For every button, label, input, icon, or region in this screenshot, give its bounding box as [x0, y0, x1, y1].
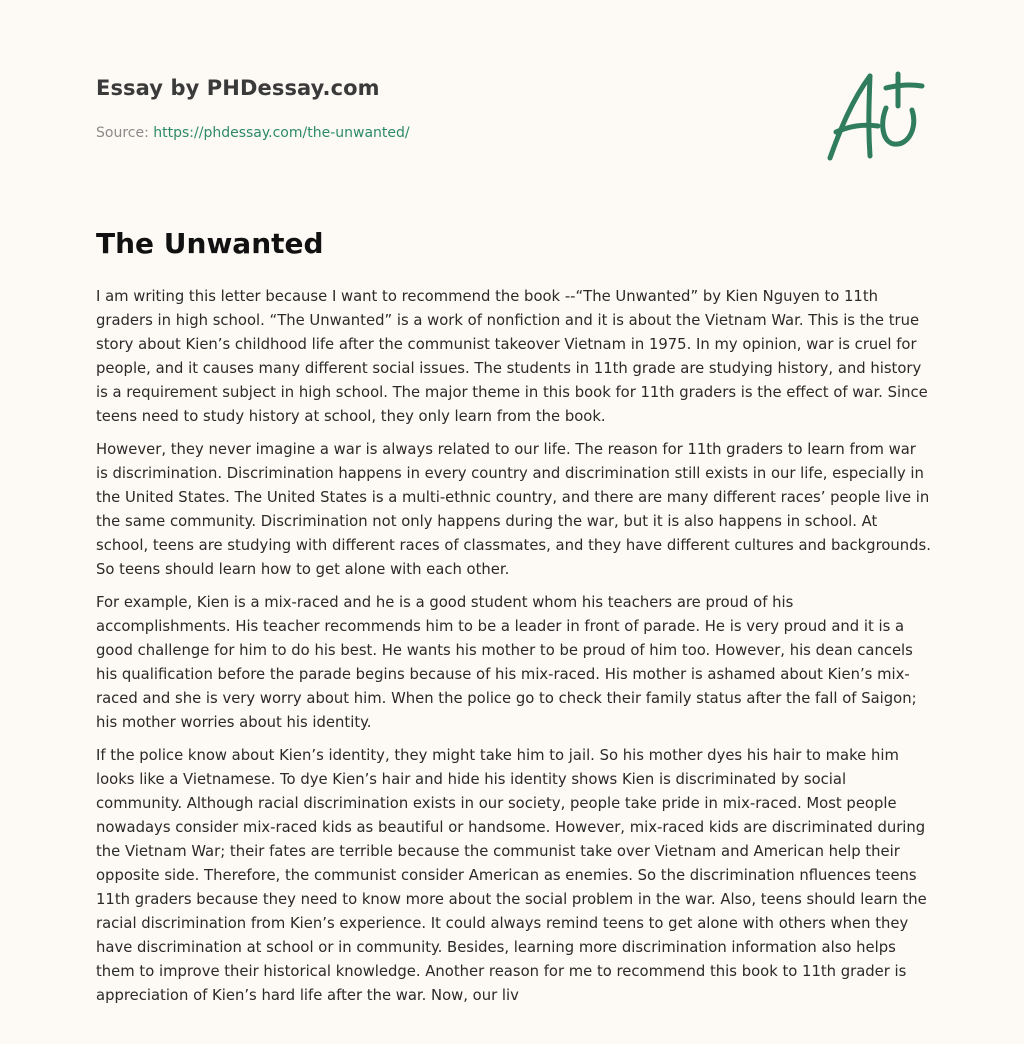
site-title: Essay by PHDessay.com: [96, 76, 380, 100]
source-link[interactable]: https://phdessay.com/the-unwanted/: [153, 125, 410, 141]
a-plus-logo-icon: [822, 68, 932, 164]
essay-body: [96, 285, 932, 1017]
essay-paragraph: However, they never imagine a war is always related to our life. The reason for 11th graders to learn from war is discrimination. Discrimination happens in every country and discrimination still exists in our life, especially in the United States. The United States is a multi-ethnic country, and there are many different races’ people live in the same community. Discrimination not only happens during the war, but it is also happens in school. At school, teens are studying with different races of classmates, and they have different cultures and backgrounds. So teens should learn how to get alone with each other.: [96, 441, 931, 578]
source-label: Source:: [96, 125, 154, 141]
source-line: [96, 125, 410, 141]
essay-paragraph: If the police know about Kien’s identity, they might take him to jail. So his mother dyes his hair to make him looks like a Vietnamese. To dye Kien’s hair and hide his identity shows Kien is discriminated by social community. Although racial discrimination exists in our society, people take pride in mix-raced. Most people nowadays consider mix-raced kids as beautiful or handsome. However, mix-raced kids are discriminated during the Vietnam War; their fates are terrible because the communist take over Vietnam and American help their opposite side. Therefore, the communist consider American as enemies. So the discrimination nfluences teens 11th graders because they need to know more about the social problem in the war. Also, teens should learn the racial discrimination from Kien’s experience. It could always remind teens to get alone with others when they have discrimination at school or in community. Besides, learning more discrimination information also helps them to improve their historical knowledge. Another reason for me to recommend this book to 11th grader is appreciation of Kien’s hard life after the war. Now, our liv: [96, 747, 927, 1004]
essay-paragraph: I am writing this letter because I want to recommend the book --“The Unwanted” by Kien Nguyen to 11th graders in high school. “The Unwanted” is a work of nonfiction and it is about the Vietnam War. This is the true story about Kien’s childhood life after the communist takeover Vietnam in 1975. In my opinion, war is cruel for people, and it causes many different social issues. The students in 11th grade are studying history, and history is a requirement subject in high school. The major theme in this book for 11th graders is the effect of war. Since teens need to study history at school, they only learn from the book.: [96, 288, 928, 425]
essay-title: The Unwanted: [96, 227, 324, 260]
essay-paragraph: For example, Kien is a mix-raced and he is a good student whom his teachers are proud of his accomplishments. His teacher recommends him to be a leader in front of parade. He is very proud and it is a good challenge for him to do his best. He wants his mother to be proud of him too. However, his dean cancels his qualification before the parade begins because of his mix-raced. His mother is ashamed about Kien’s mix-raced and she is very worry about him. When the police go to check their family status after the fall of Saigon; his mother worries about his identity.: [96, 594, 917, 731]
